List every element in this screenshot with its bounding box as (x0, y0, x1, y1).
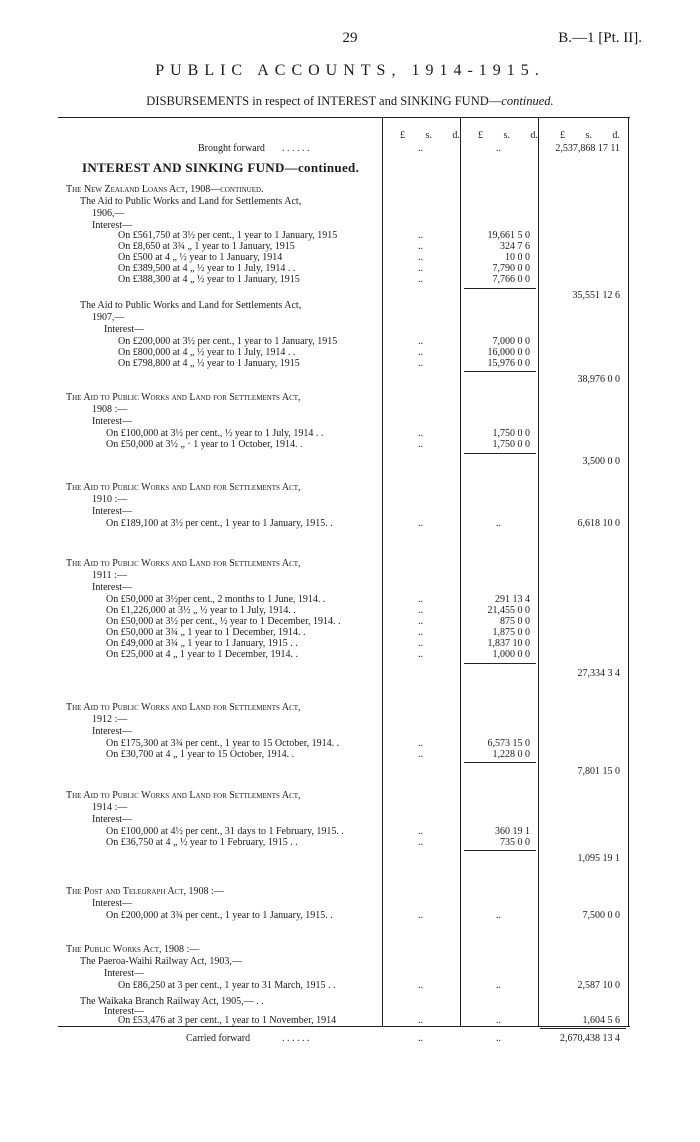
row-desc: On £200,000 at 3½ per cent., 1 year to 1 January, 1915 (118, 336, 338, 347)
act-year: 1912 :— (92, 714, 128, 725)
brought-forward-total: 2,537,868 17 11 (555, 143, 620, 154)
brought-forward-c2: .. (496, 143, 501, 154)
column-header-2: £ s. d. (478, 130, 538, 141)
row-c2: 735 0 0 (500, 837, 530, 848)
row-desc: On £86,250 at 3 per cent., 1 year to 31 March, 1915 . . (118, 980, 336, 991)
carried-forward-label-visible: Carried forward (186, 1033, 251, 1044)
row-c2: .. (496, 518, 501, 529)
subtotal-rule (464, 850, 536, 851)
row-c2: 1,000 0 0 (492, 649, 530, 660)
row-c1: .. (418, 518, 423, 529)
row-desc: On £49,000 at 3¾ „ 1 year to 1 January, 1915 . . (106, 638, 298, 649)
row-c2: 21,455 0 0 (487, 605, 530, 616)
row-desc: On £8,650 at 3¾ „ 1 year to 1 January, 1915 (118, 241, 295, 252)
row-c1: .. (418, 605, 423, 616)
row-desc: On £798,800 at 4 „ ½ year to 1 January, 1915 (118, 358, 300, 369)
carried-forward-c1: .. (418, 1033, 423, 1044)
row-c1: .. (418, 738, 423, 749)
row-c2: .. (496, 1015, 501, 1026)
row-c1: .. (418, 980, 423, 991)
row-c1: .. (418, 837, 423, 848)
act-year: 1908 :— (92, 404, 128, 415)
row-desc: On £389,500 at 4 „ ½ year to 1 July, 1914 . . (118, 263, 296, 274)
subtotal-rule (464, 663, 536, 664)
row-desc: On £50,000 at 3½ per cent., ½ year to 1 December, 1914. . (106, 616, 341, 627)
row-c2: 6,573 15 0 (487, 738, 530, 749)
row-c2: 1,875 0 0 (492, 627, 530, 638)
carried-forward-dots: . . . . . . (282, 1033, 310, 1044)
row-c2: 1,228 0 0 (492, 749, 530, 760)
row-c2: 875 0 0 (500, 616, 530, 627)
row-desc: On £800,000 at 4 „ ½ year to 1 July, 1914 . . (118, 347, 296, 358)
row-desc: On £50,000 at 3¾ „ 1 year to 1 December, 1914. . (106, 627, 306, 638)
row-desc: On £25,000 at 4 „ 1 year to 1 December, 1914. . (106, 649, 299, 660)
block-total: 38,976 0 0 (577, 374, 620, 385)
act-year: 1907,— (92, 312, 125, 323)
row-desc: On £50,000 at 3½per cent., 2 months to 1 June, 1914. . (106, 594, 326, 605)
row-c2: 1,837 10 0 (487, 638, 530, 649)
table-top-rule (58, 117, 630, 118)
column-divider-1 (382, 117, 383, 1026)
interest-label: Interest— (92, 582, 132, 593)
column-divider-4 (628, 117, 629, 1026)
row-c1: .. (418, 336, 423, 347)
row-desc: On £100,000 at 4½ per cent., 31 days to 1 February, 1915. . (106, 826, 344, 837)
row-c1: .. (418, 594, 423, 605)
interest-label: Interest— (104, 1006, 144, 1017)
column-header-1: £ s. d. (400, 130, 460, 141)
block-total: 6,618 10 0 (577, 518, 620, 529)
row-desc: On £1,226,000 at 3½ „ ½ year to 1 July, 1914. . (106, 605, 296, 616)
interest-label: Interest— (92, 898, 132, 909)
row-desc: On £189,100 at 3½ per cent., 1 year to 1 January, 1915. . (106, 518, 333, 529)
act-title: The Public Works Act, 1908 :— (66, 944, 200, 955)
act-subtitle: The Aid to Public Works and Land for Settlements Act, (80, 196, 302, 207)
row-c2: .. (496, 910, 501, 921)
table-bottom-rule (58, 1026, 630, 1027)
act-year: 1910 :— (92, 494, 128, 505)
act-year: 1906,— (92, 208, 125, 219)
act-title: The Waikaka Branch Railway Act, 1905,— . . (80, 996, 264, 1007)
interest-label: Interest— (104, 968, 144, 979)
block-total: 7,801 15 0 (577, 766, 620, 777)
document-reference: B.—1 [Pt. II]. (558, 30, 642, 46)
act-title: The Aid to Public Works and Land for Settlements Act, (66, 558, 301, 569)
row-c1: .. (418, 347, 423, 358)
subtotal-rule (464, 453, 536, 454)
column-divider-2 (460, 117, 461, 1026)
page-number: 29 (342, 30, 358, 46)
row-c2: .. (496, 980, 501, 991)
subtotal-rule (464, 371, 536, 372)
row-c1: .. (418, 826, 423, 837)
block-total: 2,587 10 0 (577, 980, 620, 991)
act-subtitle: The Paeroa-Waihi Railway Act, 1903,— (80, 956, 242, 967)
row-c2: 15,976 0 0 (487, 358, 530, 369)
page-title: PUBLIC ACCOUNTS, 1914-1915. (155, 62, 545, 79)
row-c2: 7,000 0 0 (492, 336, 530, 347)
act-title: The New Zealand Loans Act, 1908—continued. (66, 184, 264, 195)
block-total: 1,095 19 1 (577, 853, 620, 864)
row-c1: .. (418, 263, 423, 274)
interest-label: Interest— (104, 324, 144, 335)
act-title: The Post and Telegraph Act, 1908 :— (66, 886, 224, 897)
brought-forward-c1: .. (418, 143, 423, 154)
row-c1: .. (418, 627, 423, 638)
row-c1: .. (418, 649, 423, 660)
row-desc: On £100,000 at 3½ per cent., ½ year to 1 July, 1914 . . (106, 428, 324, 439)
carried-forward-total: 2,670,438 13 4 (560, 1033, 620, 1044)
act-title: The Aid to Public Works and Land for Settlements Act, (66, 482, 301, 493)
subtotal-rule (464, 762, 536, 763)
block-total: 35,551 12 6 (572, 290, 620, 301)
subtitle-continued: continued. (501, 94, 554, 108)
row-c2: 324 7 6 (500, 241, 530, 252)
row-c2: 19,661 5 0 (487, 230, 530, 241)
row-desc: On £388,300 at 4 „ ½ year to 1 January, 1915 (118, 274, 300, 285)
row-desc: On £50,000 at 3½ „ · 1 year to 1 October, 1914. . (106, 439, 303, 450)
interest-label: Interest— (92, 506, 132, 517)
block-total: 7,500 0 0 (582, 910, 620, 921)
row-desc: On £36,750 at 4 „ ½ year to 1 February, 1915 . . (106, 837, 298, 848)
act-year: 1914 :— (92, 802, 128, 813)
row-c1: .. (418, 910, 423, 921)
act-title: The Aid to Public Works and Land for Settlements Act, (66, 790, 301, 801)
row-c2: 291 13 4 (495, 594, 530, 605)
carried-forward-rule (540, 1028, 626, 1029)
row-c2: 1,750 0 0 (492, 428, 530, 439)
interest-label: Interest— (92, 220, 132, 231)
row-c1: .. (418, 749, 423, 760)
block-total: 27,334 3 4 (577, 668, 620, 679)
row-c2: 10 0 0 (505, 252, 530, 263)
row-c1: .. (418, 241, 423, 252)
act-title: The Aid to Public Works and Land for Settlements Act, (80, 300, 302, 311)
row-c1: .. (418, 439, 423, 450)
brought-forward-label: Brought forward (198, 143, 265, 154)
row-c1: .. (418, 274, 423, 285)
subtitle-main: DISBURSEMENTS in respect of INTEREST and SINKING FUND— (146, 94, 502, 108)
row-c2: 360 19 1 (495, 826, 530, 837)
row-desc: On £200,000 at 3¾ per cent., 1 year to 1 January, 1915. . (106, 910, 333, 921)
interest-label: Interest— (92, 814, 132, 825)
row-c1: .. (418, 616, 423, 627)
row-c1: .. (418, 230, 423, 241)
row-c1: .. (418, 428, 423, 439)
column-divider-3 (538, 117, 539, 1026)
row-desc: On £53,476 at 3 per cent., 1 year to 1 November, 1914 (118, 1015, 337, 1026)
page-subtitle (0, 94, 700, 109)
row-c1: .. (418, 358, 423, 369)
act-year: 1911 :— (92, 570, 127, 581)
row-c1: .. (418, 1015, 423, 1026)
row-c2: 7,790 0 0 (492, 263, 530, 274)
subtotal-rule (464, 288, 536, 289)
row-c1: .. (418, 638, 423, 649)
row-c1: .. (418, 252, 423, 263)
interest-label: Interest— (92, 726, 132, 737)
row-desc: On £30,700 at 4 „ 1 year to 15 October, 1914. . (106, 749, 295, 760)
carried-forward-c2: .. (496, 1033, 501, 1044)
row-c2: 7,766 0 0 (492, 274, 530, 285)
act-title: The Aid to Public Works and Land for Settlements Act, (66, 702, 301, 713)
row-desc: On £175,300 at 3¾ per cent., 1 year to 15 October, 1914. . (106, 738, 340, 749)
act-title: The Aid to Public Works and Land for Settlements Act, (66, 392, 301, 403)
row-c2: 1,750 0 0 (492, 439, 530, 450)
row-desc: On £500 at 4 „ ½ year to 1 January, 1914 (118, 252, 283, 263)
column-header-3: £ s. d. (560, 130, 620, 141)
block-total: 3,500 0 0 (582, 456, 620, 467)
brought-forward-dots: . . . . . . (282, 143, 310, 154)
block-total: 1,604 5 6 (582, 1015, 620, 1026)
section-heading: INTEREST AND SINKING FUND—continued. (82, 160, 360, 175)
row-desc: On £561,750 at 3½ per cent., 1 year to 1 January, 1915 (118, 230, 338, 241)
row-c2: 16,000 0 0 (487, 347, 530, 358)
interest-label: Interest— (92, 416, 132, 427)
